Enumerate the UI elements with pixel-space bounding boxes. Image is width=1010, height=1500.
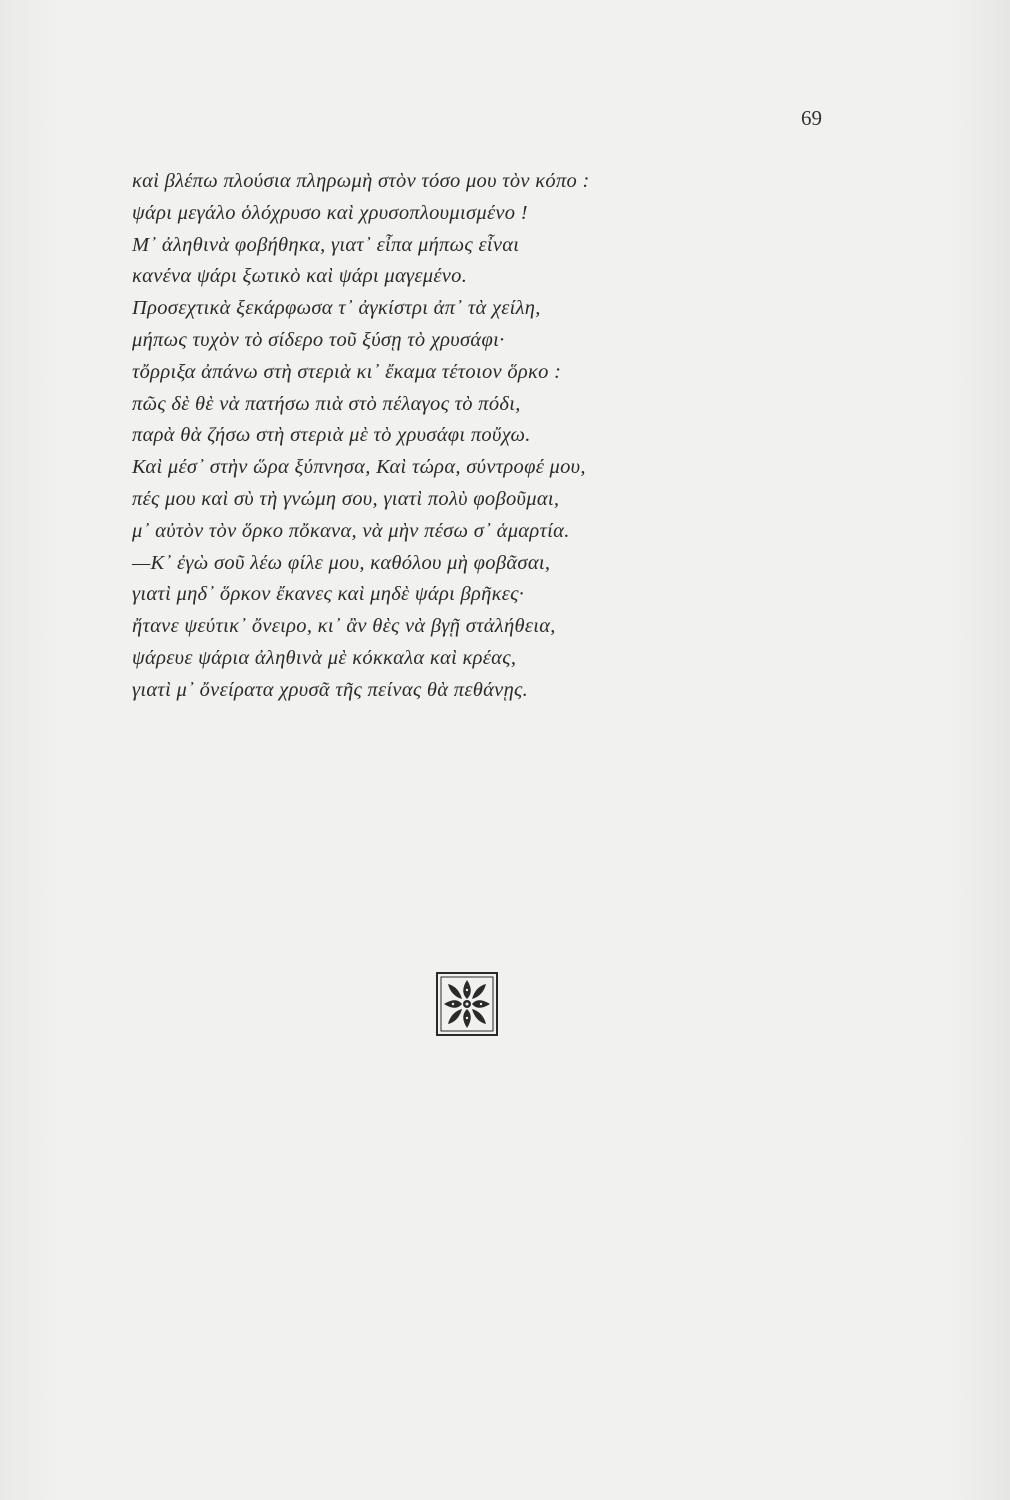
poem-line: κανένα ψάρι ξωτικὸ καὶ ψάρι μαγεμένο. [132, 265, 468, 288]
poem-line: Προσεχτικὰ ξεκάρφωσα τ᾽ ἀγκίστρι ἀπ᾽ τὰ χείλη, [132, 297, 541, 320]
poem-line: Μ᾽ ἀληθινὰ φοβήθηκα, γιατ᾽ εἶπα μήπως εἶναι [132, 233, 520, 256]
poem-line: τὄρριξα ἀπάνω στὴ στεριὰ κι᾽ ἔκαμα τέτοιον ὅρκο : [132, 360, 562, 383]
floral-ornament-icon [436, 972, 498, 1036]
poem-line: γιατὶ μηδ᾽ ὅρκον ἔκανες καὶ μηδὲ ψάρι βρῆκες· [132, 583, 525, 606]
poem-line: πῶς δὲ θὲ νὰ πατήσω πιὰ στὸ πέλαγος τὸ πόδι, [132, 392, 521, 415]
poem-line: ψάρι μεγάλο ὁλόχρυσο καὶ χρυσοπλουμισμένο ! [132, 201, 528, 224]
poem-text [132, 166, 832, 707]
poem-line: καὶ βλέπω πλούσια πληρωμὴ στὸν τόσο μου τὸν κόπο : [132, 170, 590, 192]
poem-line: μήπως τυχὸν τὸ σίδερο τοῦ ξύσῃ τὸ χρυσάφι· [132, 328, 505, 351]
page-number: 69 [801, 106, 822, 130]
poem-line: μ᾽ αὐτὸν τὸν ὅρκο πὄκανα, νὰ μὴν πέσω σ᾽ ἁμαρτία. [132, 519, 570, 542]
poem-line: γιατὶ μ᾽ ὄνείρατα χρυσᾶ τῆς πείνας θὰ πεθάνῃς. [132, 678, 529, 701]
poem-line: Καὶ μέσ᾽ στὴν ὥρα ξύπνησα, Καὶ τώρα, σύντροφέ μου, [132, 456, 586, 479]
poem-line: ψάρευε ψάρια ἀληθινὰ μὲ κόκκαλα καὶ κρέας, [132, 646, 517, 669]
poem-line: —Κ᾽ ἐγὼ σοῦ λέω φίλε μου, καθόλου μὴ φοβᾶσαι, [132, 551, 551, 574]
poem-line: ἤτανε ψεύτικ᾽ ὄνειρο, κι᾽ ἂν θὲς νὰ βγῇ στἀλήθεια, [132, 615, 556, 638]
poem-line: πές μου καὶ σὺ τὴ γνώμη σου, γιατὶ πολὺ φοβοῦμαι, [132, 487, 560, 510]
poem-line: παρὰ θὰ ζήσω στὴ στεριὰ μὲ τὸ χρυσάφι ποὔχω. [132, 424, 531, 447]
